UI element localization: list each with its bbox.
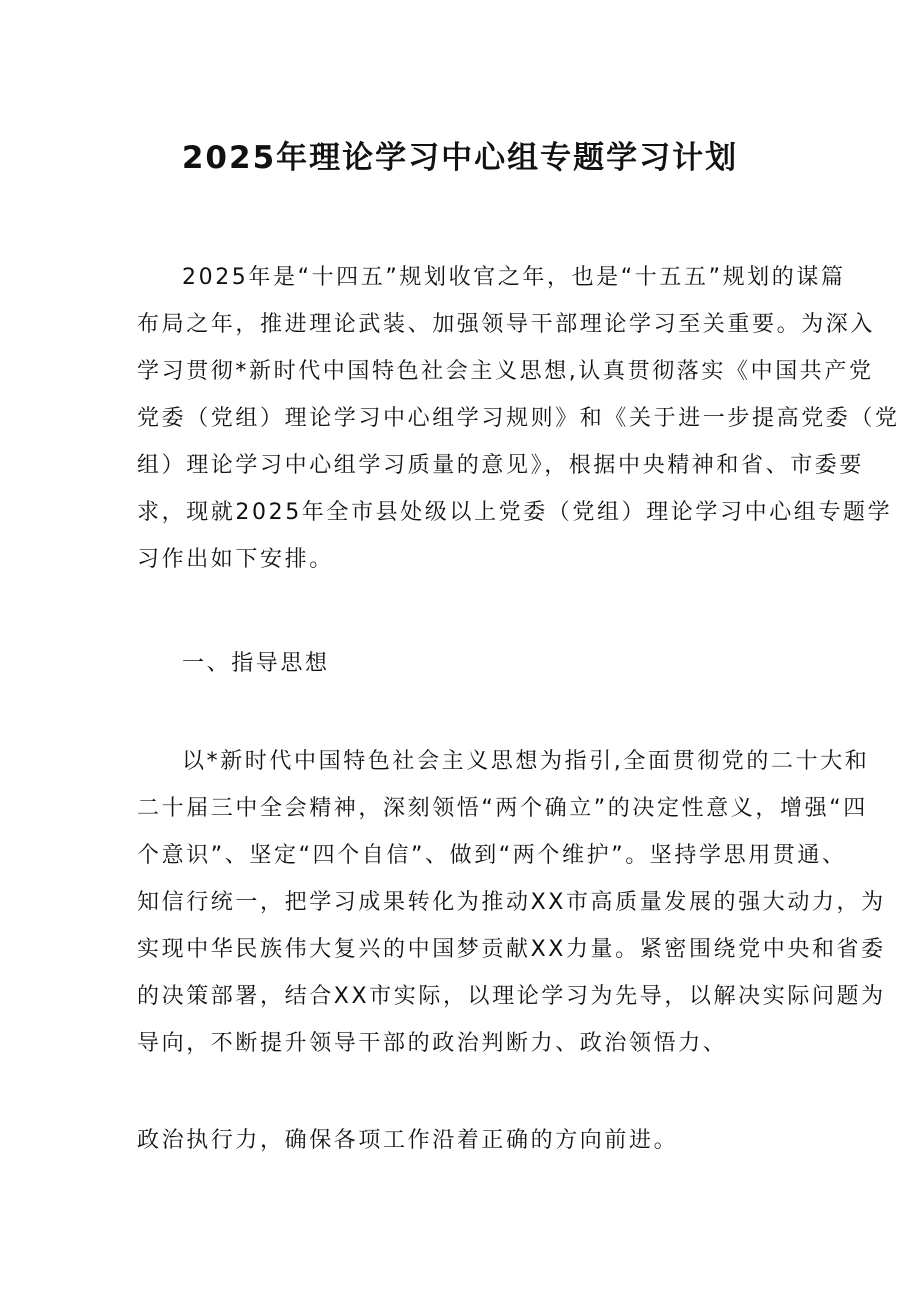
intro-line-2: 布局之年，推进理论武装、加强领导干部理论学习至关重要。为深入 bbox=[137, 312, 876, 337]
section1-line-6: 的决策部署，结合XX市实际，以理论学习为先导，以解决实际问题为 bbox=[137, 984, 886, 1009]
section-heading-guiding-thought: 一、指导思想 bbox=[182, 651, 330, 676]
section1-continued-line: 政治执行力，确保各项工作沿着正确的方向前进。 bbox=[137, 1128, 679, 1153]
intro-line-3: 学习贯彻*新时代中国特色社会主义思想,认真贯彻落实《中国共产党 bbox=[137, 359, 874, 384]
intro-line-5: 组）理论学习中心组学习质量的意见》，根据中央精神和省、市委要 bbox=[137, 453, 865, 478]
section1-line-3: 个意识”、坚定“四个自信”、做到“两个维护”。坚持学思用贯通、 bbox=[137, 843, 847, 868]
section1-line-5: 实现中华民族伟大复兴的中国梦贡献XX力量。紧密围绕党中央和省委 bbox=[137, 937, 886, 962]
section1-line-4: 知信行统一，把学习成果转化为推动XX市高质量发展的强大动力，为 bbox=[137, 890, 886, 915]
intro-line-1: 2025年是“十四五”规划收官之年，也是“十五五”规划的谋篇 bbox=[182, 265, 846, 290]
section1-line-2: 二十届三中全会精神，深刻领悟“两个确立”的决定性意义，增强“四 bbox=[137, 796, 868, 821]
section1-line-7: 导向，不断提升领导干部的政治判断力、政治领悟力、 bbox=[137, 1031, 728, 1056]
document-title: 2025年理论学习中心组专题学习计划 bbox=[181, 140, 739, 176]
intro-line-6: 求，现就2025年全市县处级以上党委（党组）理论学习中心组专题学 bbox=[137, 500, 893, 525]
intro-line-4: 党委（党组）理论学习中心组学习规则》和《关于进一步提高党委（党 bbox=[137, 406, 900, 431]
section1-line-1: 以*新时代中国特色社会主义思想为指引,全面贯彻党的二十大和 bbox=[182, 749, 870, 774]
intro-line-7: 习作出如下安排。 bbox=[137, 547, 334, 572]
